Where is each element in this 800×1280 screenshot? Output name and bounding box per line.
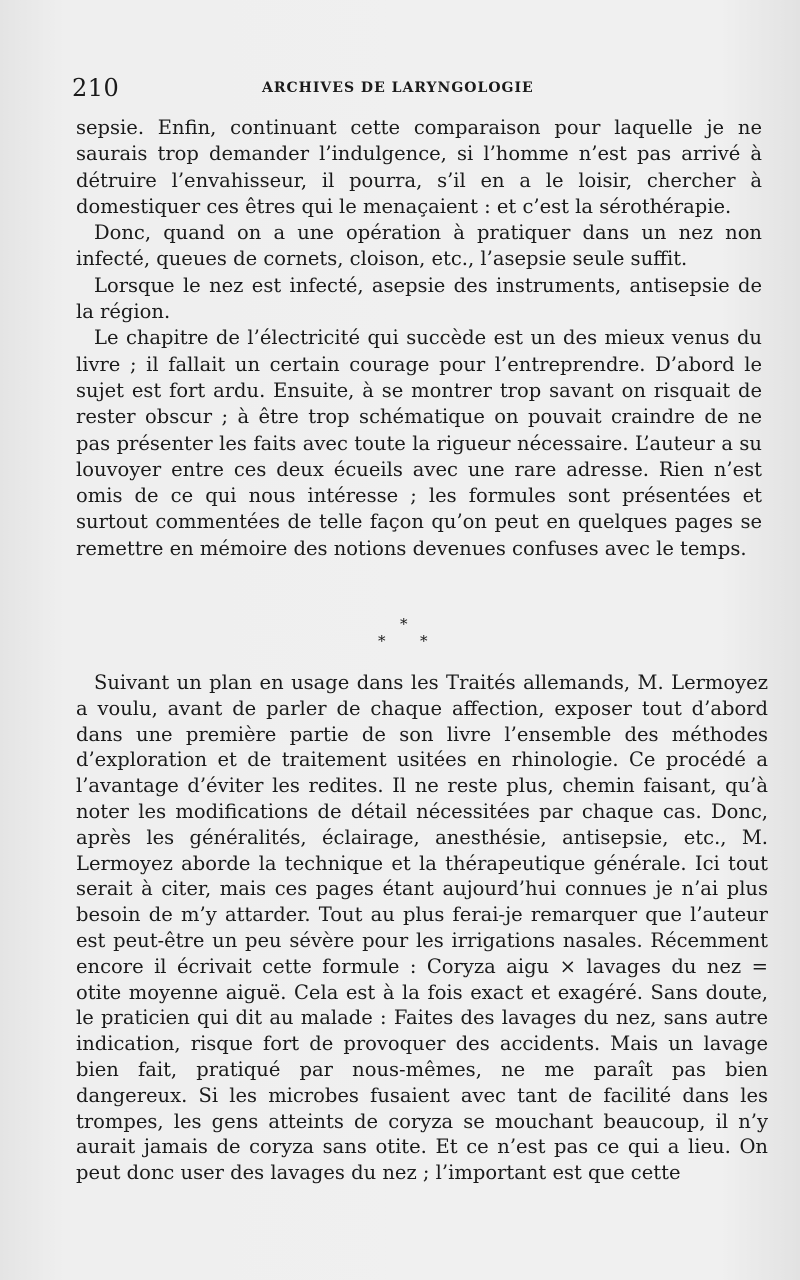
paragraph-nez-infecte: Lorsque le nez est infecté, asepsie des instruments, antisepsie de la région. xyxy=(76,273,762,324)
star-top: * xyxy=(400,615,408,633)
paragraph-asepsie: Donc, quand on a une opération à pratiquer dans un nez non infecté, queues de cornets, cloison, etc., l’asepsie seule suffit. xyxy=(76,221,762,271)
star-right: * xyxy=(420,632,428,650)
paragraph-sepsie-continued: sepsie. Enfin, continuant cette comparaison pour laquelle je ne saurais trop demander l’indulgence, si l’homme n’est pas arrivé à détruire l’envahisseur, il pourra, s’il en a le loisir, chercher à domestiquer ces êtres qui le menaçaient : et c’est la sérothérapie. xyxy=(76,116,762,218)
paragraph-electricite: Le chapitre de l’électricité qui succède est un des mieux venus du livre ; il fallait un certain courage pour l’entreprendre. D’abord le sujet est fort ardu. Ensuite, à se montrer trop savant on risquait de rester obscur ; à être trop schématique on pouvait craindre de ne pas présenter les faits avec toute la rigueur nécessaire. L’auteur a su louvoyer entre ces deux écueils avec une rare adresse. Rien n’est omis de ce qui nous intéresse ; les formules sont présentées et surtout commentées de telle façon qu’on peut en quelques pages se remettre en mémoire des notions devenues confuses avec le temps. xyxy=(76,326,762,560)
running-title: ARCHIVES DE LARYNGOLOGIE xyxy=(262,80,534,96)
text-block-bottom xyxy=(76,670,768,1186)
paragraph-plan-lermoyez: Suivant un plan en usage dans les Traités allemands, M. Lermoyez a voulu, avant de parler de chaque affection, exposer tout d’abord dans une première partie de son livre l’ensemble des méthodes d’exploration et de traitement usitées en rhinologie. Ce procédé a l’avantage d’éviter les redites. Il ne reste plus, chemin faisant, qu’à noter les modifications de détail nécessitées par chaque cas. Donc, après les généralités, éclairage, anesthésie, antisepsie, etc., M. Lermoyez aborde la technique et la thérapeutique générale. Ici tout serait à citer, mais ces pages étant aujourd’hui connues je n’ai plus besoin de m’y attarder. Tout au plus ferai-je remarquer que l’auteur est peut-être un peu sévère pour les irrigations nasales. Récemment encore il écrivait cette formule : Coryza aigu × lavages du nez = otite moyenne aiguë. Cela est à la fois exact et exagéré. Sans doute, le praticien qui dit au malade : Faites des lavages du nez, sans autre indication, risque fort de provoquer des accidents. Mais un lavage bien fait, pratiqué par nous-mêmes, ne me paraît pas bien dangereux. Si les microbes fusaient avec tant de facilité dans les trompes, les gens atteints de coryza se mouchant beaucoup, il n’y aurait jamais de coryza sans otite. Et ce n’est pas ce qui a lieu. On peut donc user des lavages du nez ; l’important est que cette xyxy=(76,671,768,1185)
page-header xyxy=(72,74,732,108)
star-left: * xyxy=(378,632,386,650)
text-block-top xyxy=(76,115,762,562)
page-number: 210 xyxy=(72,74,120,102)
asterism-separator xyxy=(370,614,440,654)
